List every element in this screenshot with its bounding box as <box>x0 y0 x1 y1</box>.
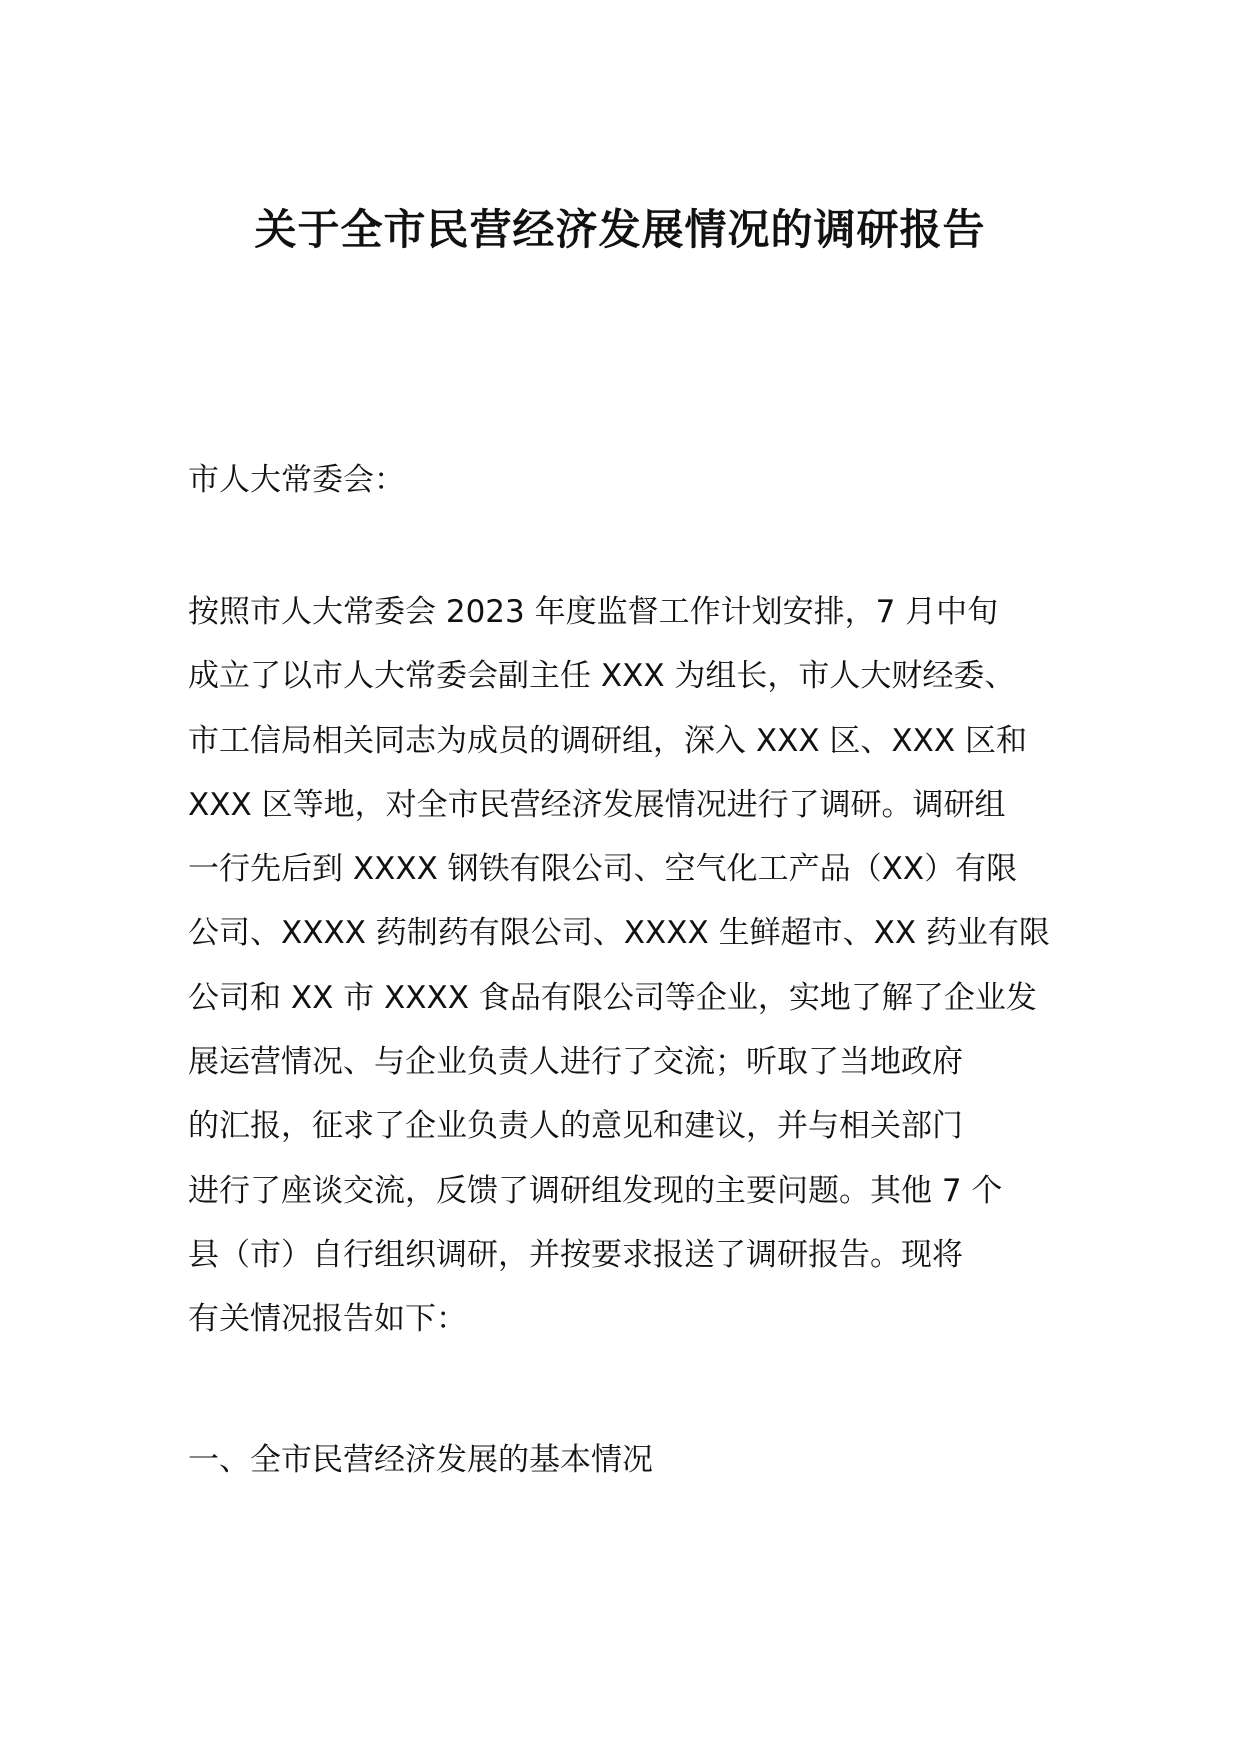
paragraph-line: 一行先后到 XXXX 钢铁有限公司、空气化工产品（XX）有限 <box>188 851 1018 888</box>
salutation: 市人大常委会： <box>188 462 405 498</box>
paragraph-line: 成立了以市人大常委会副主任 XXX 为组长，市人大财经委、 <box>188 658 1016 695</box>
paragraph-line: XXX 区等地，对全市民营经济发展情况进行了调研。调研组 <box>188 786 1006 823</box>
paragraph-line: 按照市人大常委会 2023 年度监督工作计划安排，7 月中旬 <box>188 594 999 630</box>
paragraph-line: 县（市）自行组织调研，并按要求报送了调研报告。现将 <box>188 1236 963 1273</box>
section-heading: 一、全市民营经济发展的基本情况 <box>188 1442 653 1478</box>
paragraph-line: 有关情况报告如下： <box>188 1301 467 1338</box>
paragraph-line: 公司、XXXX 药制药有限公司、XXXX 生鲜超市、XX 药业有限 <box>188 915 1050 952</box>
paragraph-line: 进行了座谈交流，反馈了调研组发现的主要问题。其他 7 个 <box>188 1172 1003 1209</box>
paragraph-line: 的汇报，征求了企业负责人的意见和建议，并与相关部门 <box>188 1108 963 1145</box>
paragraph-line: 展运营情况、与企业负责人进行了交流；听取了当地政府 <box>188 1044 963 1081</box>
document-title: 关于全市民营经济发展情况的调研报告 <box>254 205 986 254</box>
paragraph-line: 市工信局相关同志为成员的调研组，深入 XXX 区、XXX 区和 <box>188 722 1027 759</box>
body-paragraph <box>188 590 1068 1362</box>
paragraph-line: 公司和 XX 市 XXXX 食品有限公司等企业，实地了解了企业发 <box>188 979 1037 1016</box>
